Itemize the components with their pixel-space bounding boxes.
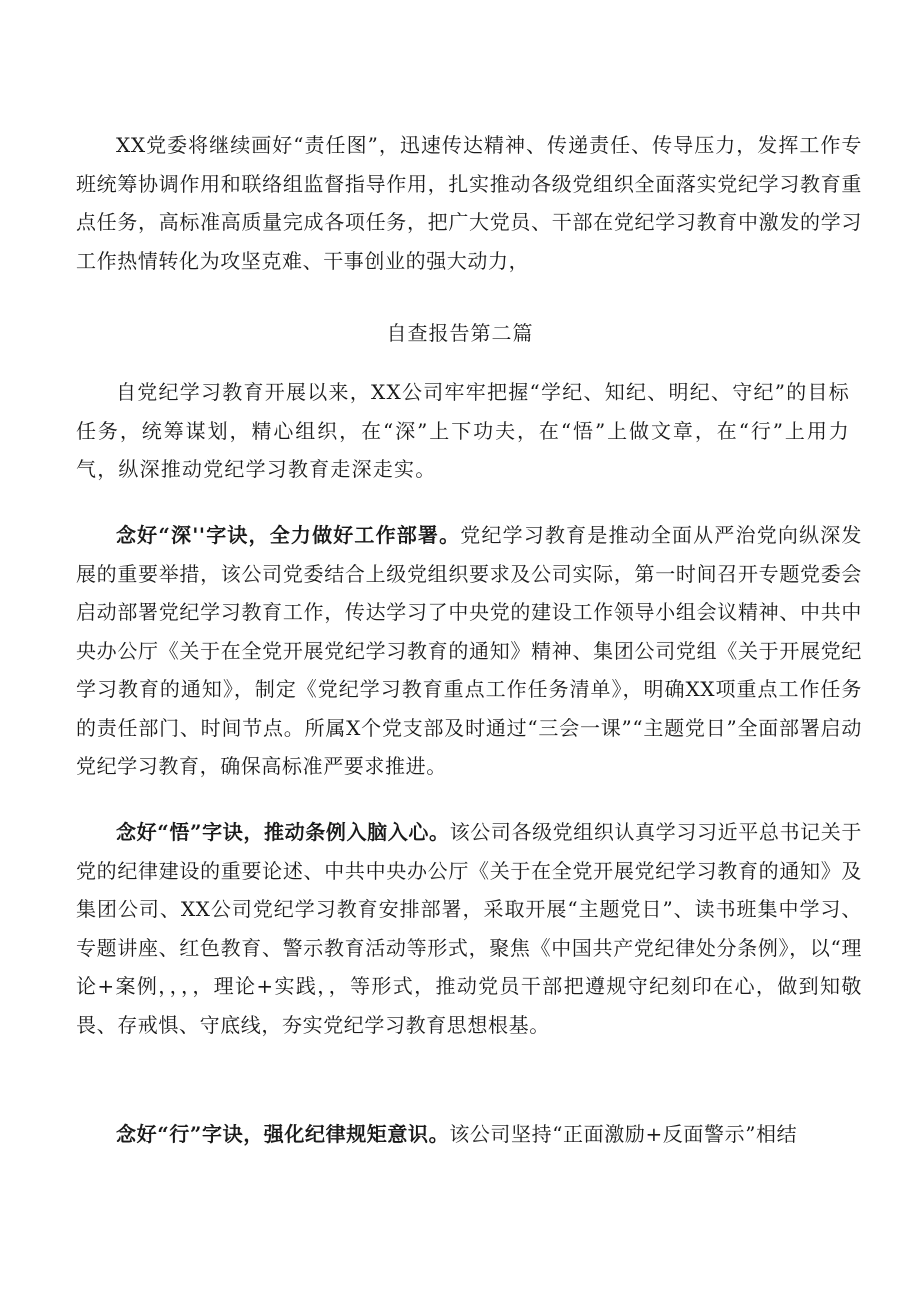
paragraph-understand [76,813,862,1044]
paragraph-understand-lead: 念好“悟”字诀，推动条例入脑入心。 [116,820,450,844]
paragraph-intro [76,126,862,280]
paragraph-deep-lead: 念好“深''字诀，全力做好工作部署。 [116,523,461,547]
paragraph-intro-text: XX党委将继续画好“责任图”，迅速传达精神、传递责任、传导压力，发挥工作专班统筹协调作用和联络组监督指导作用，扎实推动各级党组织全面落实党纪学习教育重点任务，高标准高质量完成各项任务，把广大党员、干部在党纪学习教育中激发的学习工作热情转化为攻坚克难、干事创业的强大动力， [76,133,862,273]
paragraph-overview-text: 自党纪学习教育开展以来，XX公司牢牢把握“学纪、知纪、明纪、守纪”的目标任务，统筹谋划，精心组织，在“深”上下功夫，在“悟”上做文章，在“行”上用力气，纵深推动党纪学习教育走深走实。 [76,380,850,481]
paragraph-deep [76,516,862,786]
paragraph-understand-body: 该公司各级党组织认真学习习近平总书记关于党的纪律建设的重要论述、中共中央办公厅《关于在全党开展党纪学习教育的通知》及集团公司、XX公司党纪学习教育安排部署，采取开展“主题党日”、读书班集中学习、专题讲座、红色教育、警示教育活动等形式，聚焦《中国共产党纪律处分条例》，以“理论+案例，，，，理论+实践，，等形式，推动党员干部把遵规守纪刻印在心，做到知敬畏、存戒惧、守底线，夯实党纪学习教育思想根基。 [76,820,862,1037]
paragraph-deep-body: 党纪学习教育是推动全面从严治党向纵深发展的重要举措，该公司党委结合上级党组织要求及公司实际，第一时间召开专题党委会启动部署党纪学习教育工作，传达学习了中央党的建设工作领导小组会议精神、中共中央办公厅《关于在全党开展党纪学习教育的通知》精神、集团公司党组《关于开展党纪学习教育的通知》，制定《党纪学习教育重点工作任务清单》，明确XX项重点工作任务的责任部门、时间节点。所属X个党支部及时通过“三会一课”“主题党日”全面部署启动党纪学习教育，确保高标准严要求推进。 [76,523,862,778]
paragraph-act-body: 该公司坚持“正面激励+反面警示”相结 [449,1122,798,1146]
paragraph-overview [76,373,850,489]
paragraph-act [76,1115,862,1154]
section-heading: 自查报告第二篇 [386,321,534,345]
paragraph-act-lead: 念好“行”字诀，强化纪律规矩意识。 [116,1122,450,1146]
